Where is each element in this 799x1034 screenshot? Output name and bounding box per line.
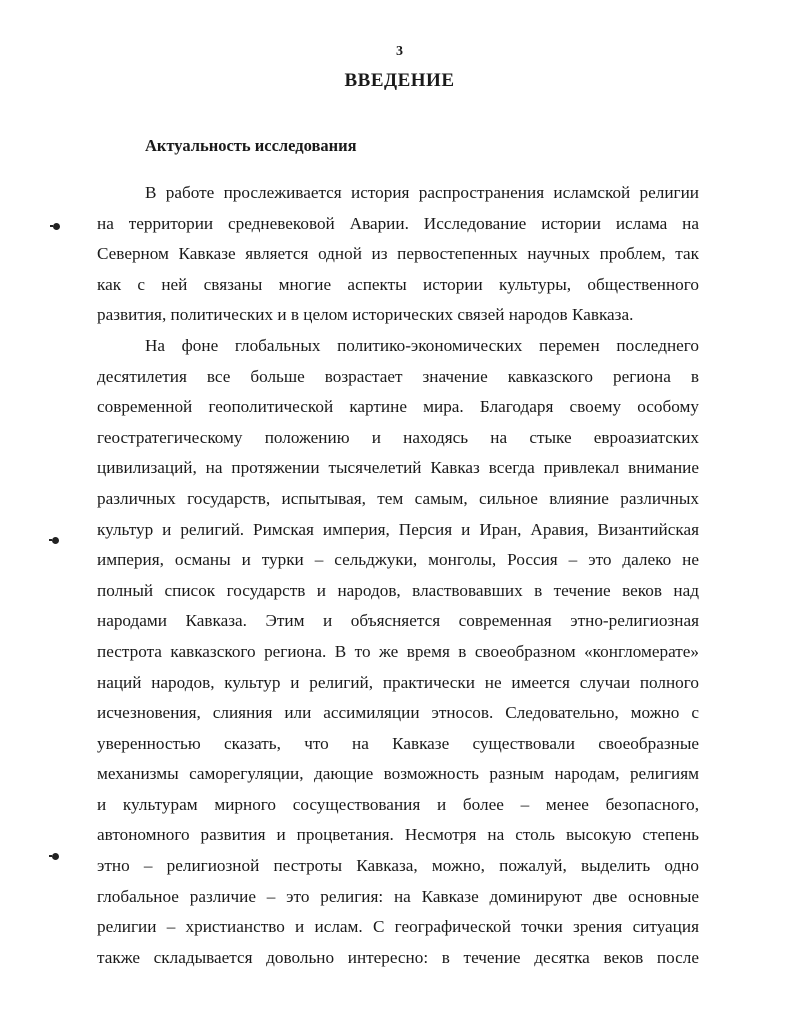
- text-line: цивилизаций, на протяжении тысячелетий Кавказ всегда привлекал внимание: [97, 458, 699, 478]
- text-line: современной геополитической картине мира. Благодаря своему особому: [97, 397, 699, 417]
- text-line: как с ней связаны многие аспекты истории культуры, общественного: [97, 274, 699, 294]
- page-number: 3: [396, 44, 403, 59]
- text-line: геостратегическому положению и находясь на стыке евроазиатских: [97, 427, 699, 447]
- text-line: глобальное различие – это религия: на Кавказе доминируют две основные: [97, 886, 699, 906]
- text-line: различных государств, испытывая, тем самым, сильное влияние различных: [97, 488, 699, 508]
- text-line: религии – христианство и ислам. С географической точки зрения ситуация: [97, 917, 699, 937]
- page-title: ВВЕДЕНИЕ: [344, 70, 455, 91]
- text-line: культур и религий. Римская империя, Персия и Иран, Аравия, Византийская: [97, 519, 699, 539]
- text-line: уверенностью сказать, что на Кавказе существовали своеобразные: [97, 733, 699, 753]
- section-heading: Актуальность исследования: [145, 136, 357, 155]
- text-line: народами Кавказа. Этим и объясняется современная этно-религиозная: [97, 611, 699, 631]
- text-line: также складывается довольно интересно: в течение десятка веков после: [97, 947, 699, 967]
- scan-mark: [52, 537, 59, 544]
- text-line: полный список государств и народов, властвовавших в течение веков над: [97, 580, 699, 600]
- scan-mark: [53, 223, 60, 230]
- text-line: В работе прослеживается история распространения исламской религии: [145, 183, 699, 202]
- text-line: пестрота кавказского региона. В то же время в своеобразном «конгломерате»: [97, 641, 699, 661]
- text-line: Северном Кавказе является одной из первостепенных научных проблем, так: [97, 244, 699, 264]
- text-line: империя, османы и турки – сельджуки, монголы, Россия – это далеко не: [97, 550, 699, 570]
- body-text: [97, 178, 699, 973]
- text-line: на территории средневековой Аварии. Исследование истории ислама на: [97, 213, 699, 233]
- text-line: автономного развития и процветания. Несмотря на столь высокую степень: [97, 825, 699, 845]
- text-line: развития, политических и в целом исторических связей народов Кавказа.: [97, 305, 634, 325]
- text-line: механизмы саморегуляции, дающие возможность разным народам, религиям: [97, 764, 699, 784]
- text-line: На фоне глобальных политико-экономических перемен последнего: [145, 335, 699, 355]
- text-line: этно – религиозной пестроты Кавказа, можно, пожалуй, выделить одно: [97, 856, 699, 876]
- text-line: исчезновения, слияния или ассимиляции этносов. Следовательно, можно с: [97, 703, 699, 723]
- text-line: десятилетия все больше возрастает значение кавказского региона в: [97, 366, 699, 386]
- text-line: наций народов, культур и религий, практически не имеется случаи полного: [97, 672, 699, 692]
- scan-mark: [52, 853, 59, 860]
- text-line: и культурам мирного сосуществования и более – менее безопасного,: [97, 794, 699, 814]
